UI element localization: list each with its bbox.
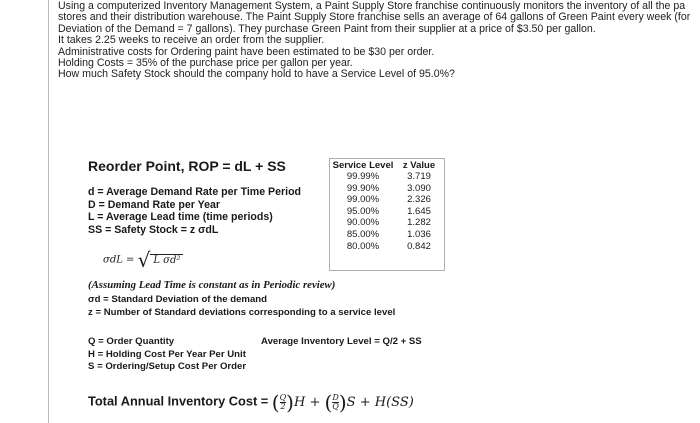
z-value-header: z Value — [402, 160, 436, 171]
definition-item: d = Average Demand Rate per Time Period — [88, 186, 302, 198]
term-ordering: S + H(SS) — [346, 394, 414, 410]
total-cost-expression — [271, 390, 414, 414]
problem-line: It takes 2.25 weeks to receive an order from the supplier. — [58, 35, 325, 47]
radical-icon: √ — [137, 248, 151, 272]
problem-statement — [58, 1, 700, 81]
z-value-cell: 3.719 — [407, 171, 431, 182]
total-cost-label: Total Annual Inventory Cost = — [88, 393, 272, 409]
definition-item: L = Average Lead time (time periods) — [88, 211, 273, 224]
fraction-numerator: Q — [279, 392, 287, 402]
definition-item: Q = Order Quantity — [88, 336, 175, 347]
table-row — [330, 194, 444, 206]
service-level-cell: 95.00% — [346, 205, 380, 217]
z-value-cell: 2.326 — [407, 194, 431, 206]
z-table-header — [330, 159, 444, 171]
sigma-dl-radicand: L σd² — [150, 254, 183, 266]
fraction-numerator: D — [332, 392, 339, 402]
definition-item: H = Holding Cost Per Year Per Unit — [88, 348, 246, 360]
definition-item: SS = Safety Stock = z σdL — [88, 223, 219, 236]
problem-line: Using a computerized Inventory Management System, a Paint Supply Store franchise continuously monitors the inventory of all the pa — [58, 1, 686, 12]
table-row — [330, 206, 444, 218]
total-cost-formula — [88, 390, 414, 414]
problem-line: Administrative costs for Ordering paint have been estimated to be $30 per order. — [58, 46, 435, 58]
average-inventory-formula: Average Inventory Level = Q/2 + SS — [261, 336, 422, 347]
definitions-list — [88, 186, 301, 236]
definition-item: D = Demand Rate per Year — [88, 198, 220, 211]
paren-icon: ( — [324, 390, 333, 414]
table-row — [330, 171, 444, 183]
service-level-cell: 90.00% — [346, 217, 380, 229]
service-level-cell: 80.00% — [346, 240, 380, 252]
service-level-cell: 99.99% — [346, 171, 380, 182]
rop-formula: Reorder Point, ROP = dL + SS — [88, 158, 286, 174]
service-level-cell: 99.90% — [346, 182, 380, 194]
fraction-denominator: Q — [332, 401, 339, 411]
symbol-notes — [88, 294, 395, 319]
paren-icon: ( — [271, 390, 280, 414]
assumption-note: (Assuming Lead Time is constant as in Periodic review) — [88, 279, 336, 291]
z-value-table — [329, 158, 445, 271]
fraction-denominator: 2 — [280, 401, 286, 411]
table-row — [330, 217, 444, 229]
problem-line: Deviation of the Demand = 7 gallons). They purchase Green Paint from their supplier at a price of $3.50 per gallon. — [58, 23, 596, 35]
paren-icon: ) — [338, 390, 347, 414]
service-level-header: Service Level — [332, 160, 394, 171]
z-value-cell: 1.645 — [407, 205, 431, 217]
term-holding: H + — [293, 394, 325, 410]
table-row — [330, 183, 444, 195]
service-level-cell: 99.00% — [346, 194, 380, 206]
z-value-cell: 0.842 — [407, 240, 431, 252]
problem-line: stores and their distribution warehouse. The Paint Supply Store franchise sells an average of 64 gallons of Green Paint every week (for — [58, 12, 691, 24]
note-item: z = Number of Standard deviations corresponding to a service level — [88, 306, 396, 318]
z-value-cell: 1.036 — [407, 228, 431, 240]
problem-line: How much Safety Stock should the company hold to have a Service Level of 95.0%? — [58, 69, 455, 81]
cost-definitions — [88, 336, 422, 374]
sigma-dl-formula — [103, 248, 183, 272]
note-item: σd = Standard Deviation of the demand — [88, 294, 268, 305]
service-level-cell: 85.00% — [346, 228, 380, 240]
table-row — [330, 229, 444, 241]
sigma-dl-lhs: σdL = — [103, 254, 138, 266]
z-value-cell: 1.282 — [407, 217, 431, 229]
table-row — [330, 241, 444, 253]
paren-icon: ) — [286, 390, 294, 414]
z-value-cell: 3.090 — [407, 182, 431, 194]
definition-item: S = Ordering/Setup Cost Per Order — [88, 361, 247, 373]
problem-line: Holding Costs = 35% of the purchase price per gallon per year. — [58, 58, 353, 70]
